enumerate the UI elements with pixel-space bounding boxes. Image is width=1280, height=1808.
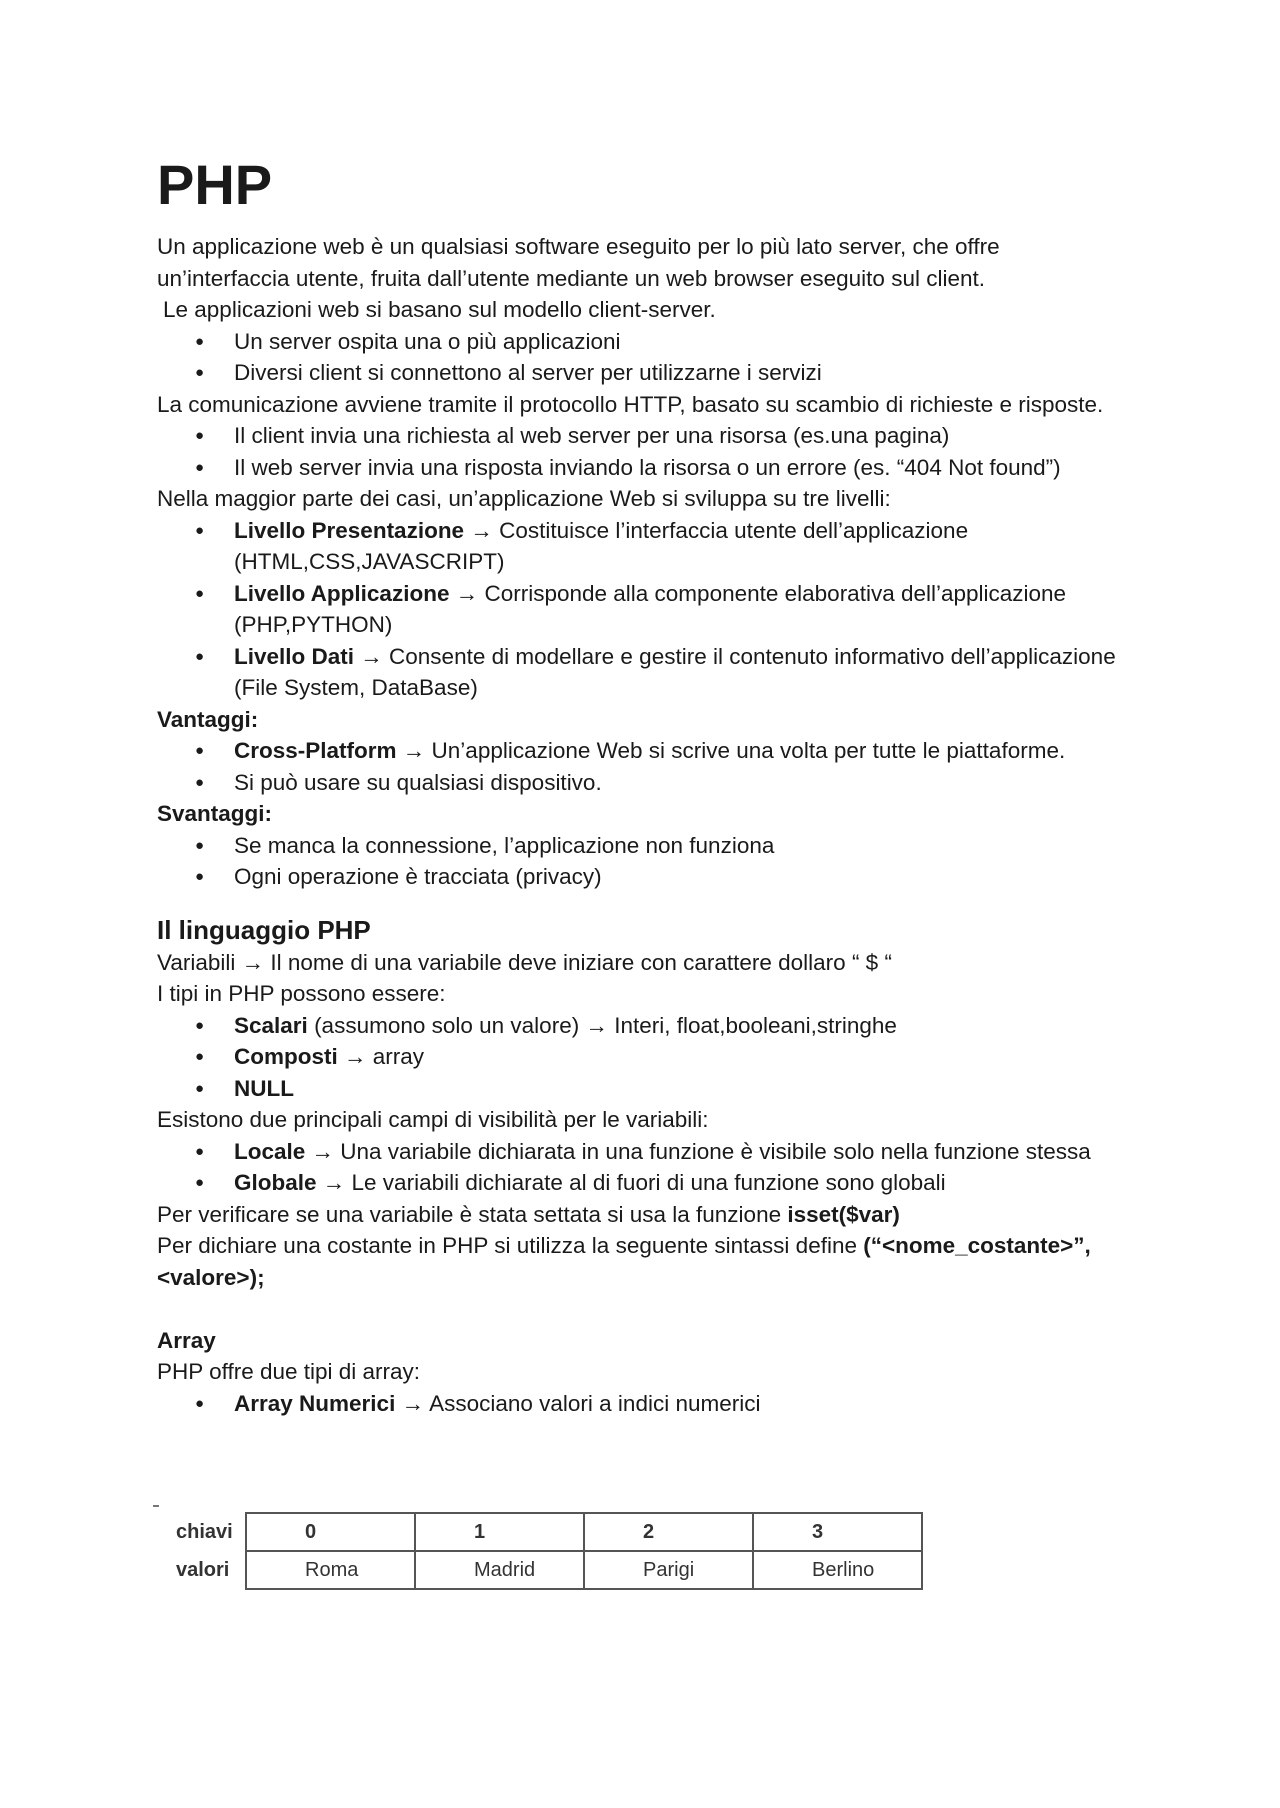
vantaggi-label-text: Vantaggi: [157,706,259,732]
isset-code: isset($var) [787,1201,900,1227]
document-page [157,150,1137,1419]
client-server-paragraph: Le applicazioni web si basano sul modello client-server. [163,297,716,322]
list-item [157,515,1137,578]
item-bold: Scalari [234,1012,308,1038]
level-name: Livello Dati [234,643,355,669]
intro-paragraph: Un applicazione web è un qualsiasi software eseguito per lo più lato server, che offre un’interfaccia utente, fruita dall’utente mediante un web browser eseguito sul client. [157,234,1000,291]
http-paragraph: La comunicazione avviene tramite il protocollo HTTP, basato su scambio di richieste e risposte. [157,391,1104,417]
item-bold: Array Numerici [234,1390,396,1416]
table-cell: Parigi [584,1551,753,1589]
define-code: (“<nome_costante>”,<valore>); [157,1233,1091,1290]
array-list [157,1388,1137,1420]
item-text: (assumono solo un valore) → Interi, float,booleani,stringhe [307,1012,897,1038]
spacer [157,1293,1137,1325]
scope-name: Locale [234,1138,306,1164]
levels-list [157,515,1137,704]
level-desc: → Corrisponde alla componente elaborativa dell’applicazione (PHP,PYTHON) [234,580,1067,637]
item-text: → array [337,1044,425,1069]
client-server-list [157,326,1137,389]
list-item [157,735,1137,767]
table-cell: 1 [415,1513,584,1551]
list-item [157,1388,1137,1420]
table-cell: Roma [246,1551,415,1589]
level-desc: → Costituisce l’interfaccia utente dell’applicazione (HTML,CSS,JAVASCRIPT) [234,517,969,574]
scope-name: Globale [234,1170,317,1195]
tipi-paragraph: I tipi in PHP possono essere: [157,981,446,1006]
scope-list [157,1136,1137,1199]
array-paragraph: PHP offre due tipi di array: [157,1359,421,1384]
item-bold: NULL [234,1075,294,1101]
list-item: ● Ogni operazione è tracciata (privacy) [157,861,1137,893]
table-row-keys [174,1513,922,1551]
item-bold: Cross-Platform [234,738,397,763]
list-item [157,1010,1137,1042]
table-cell: 2 [584,1513,753,1551]
http-list [157,420,1137,483]
list-item [157,1136,1137,1168]
scope-desc: → Le variabili dichiarate al di fuori di una funzione sono globali [316,1170,946,1195]
list-item: ● Il web server invia una risposta inviando la risorsa o un errore (es. “404 Not found”) [157,452,1137,484]
svantaggi-list [157,830,1137,893]
scan-artifact [153,1505,159,1507]
svantaggi-label [157,798,1137,830]
row-header: valori [176,1558,230,1581]
visibilita-paragraph: Esistono due principali campi di visibilità per le variabili: [157,1107,709,1132]
isset-text: Per verificare se una variabile è stata settata si usa la funzione [157,1201,788,1227]
scope-desc: → Una variabile dichiarata in una funzione è visibile solo nella funzione stessa [305,1138,1091,1164]
list-item [157,1167,1137,1199]
levels-paragraph: Nella maggior parte dei casi, un’applicazione Web si sviluppa su tre livelli: [157,486,891,511]
list-item: ● Se manca la connessione, l’applicazione non funziona [157,830,1137,862]
item-bold: Composti [234,1044,338,1069]
array-heading-text: Array [157,1327,216,1353]
page-title: PHP [157,153,273,216]
item-text: → Associano valori a indici numerici [395,1390,761,1416]
level-name: Livello Presentazione [234,517,465,543]
table-cell: 3 [753,1513,922,1551]
vantaggi-list [157,735,1137,798]
table-row-values [174,1551,922,1589]
variabili-paragraph: Variabili → Il nome di una variabile deve iniziare con carattere dollaro “ $ “ [157,949,892,975]
row-header: chiavi [176,1520,233,1543]
table-cell: Madrid [415,1551,584,1589]
list-item: ● Il client invia una richiesta al web server per una risorsa (es.una pagina) [157,420,1137,452]
level-desc: → Consente di modellare e gestire il contenuto informativo dell’applicazione (File System, DataBase) [234,643,1116,700]
list-item [157,1073,1137,1105]
list-item [157,578,1137,641]
section-heading-linguaggio: Il linguaggio PHP [157,914,371,945]
list-item: ● Diversi client si connettono al server per utilizzarne i servizi [157,357,1137,389]
list-item: ● Si può usare su qualsiasi dispositivo. [157,767,1137,799]
list-item: ● Un server ospita una o più applicazioni [157,326,1137,358]
item-text: → Un’applicazione Web si scrive una volta per tutte le piattaforme. [396,738,1066,763]
array-heading [157,1325,1137,1357]
define-paragraph [157,1230,1137,1293]
define-text: Per dichiare una costante in PHP si utilizza la seguente sintassi define [157,1233,864,1258]
svantaggi-label-text: Svantaggi: [157,801,273,826]
vantaggi-label [157,704,1137,736]
table-cell: 0 [246,1513,415,1551]
array-table [174,1512,923,1590]
list-item [157,641,1137,704]
tipi-list [157,1010,1137,1105]
list-item [157,1041,1137,1073]
level-name: Livello Applicazione [234,580,450,606]
isset-paragraph [157,1199,1137,1231]
table-cell: Berlino [753,1551,922,1589]
